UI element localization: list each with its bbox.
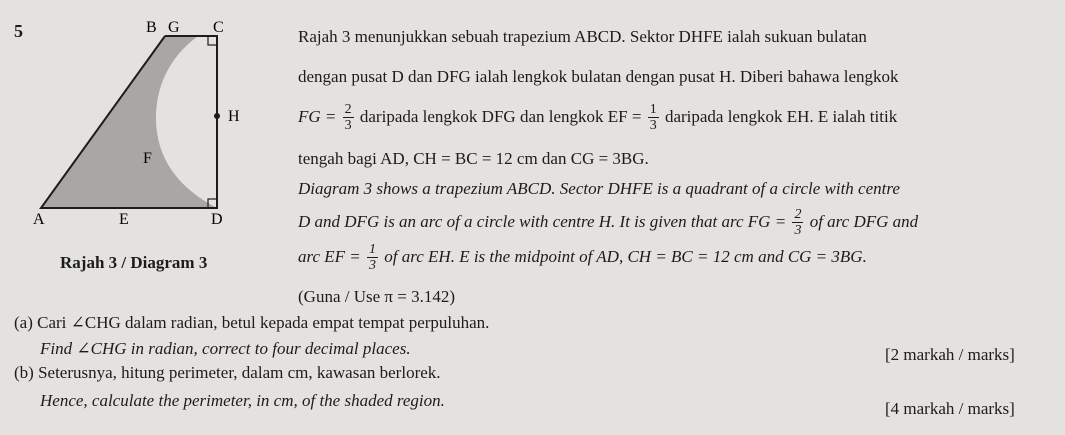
question-number: 5: [14, 21, 23, 41]
malay-line-4: tengah bagi AD, CH = BC = 12 cm dan CG = 3BG.: [298, 149, 649, 168]
part-b-malay: (b) Seterusnya, hitung perimeter, dalam cm, kawasan berlorek.: [14, 363, 441, 382]
english-line-3: arc EF = $\frac{1}{3}$ of arc EH. E is the midpoint of AD, CH = BC = 12 cm and CG = 3BG.: [298, 242, 867, 274]
label-d: D: [211, 211, 223, 228]
part-a-malay: (a) Cari ∠CHG dalam radian, betul kepada empat tempat perpuluhan.: [14, 313, 490, 332]
english-line-2: D and DFG is an arc of a circle with centre H. It is given that arc FG = $\frac{2}{3}$ of arc DFG and: [298, 207, 919, 239]
part-a-marks: [2 markah / marks]: [885, 345, 1015, 364]
malay-line-3: [298, 100, 897, 134]
label-c: C: [213, 19, 224, 36]
label-b: B: [146, 19, 157, 36]
shaded-region: [41, 36, 217, 208]
diagram-caption: Rajah 3 / Diagram 3: [60, 253, 208, 272]
label-a: A: [33, 211, 45, 228]
trapezium-diagram: [28, 18, 258, 248]
label-e: E: [119, 211, 129, 228]
fraction-one-third: $\frac{1}{3}$: [649, 102, 657, 134]
pi-note: (Guna / Use π = 3.142): [298, 287, 455, 306]
fraction-two-thirds-en: $\frac{2}{3}$: [794, 207, 802, 239]
malay-line-2: dengan pusat D dan DFG ialah lengkok bulatan dengan pusat H. Diberi bahawa lengkok: [298, 67, 899, 86]
fraction-two-thirds: $\frac{2}{3}$: [344, 102, 352, 134]
malay-line-3-mid: daripada lengkok DFG dan lengkok EF =: [359, 107, 642, 126]
label-f: F: [143, 150, 152, 167]
english-line-1: Diagram 3 shows a trapezium ABCD. Sector DHFE is a quadrant of a circle with centre: [298, 179, 900, 198]
fraction-one-third-en: $\frac{1}{3}$: [369, 242, 377, 274]
part-b-marks: [4 markah / marks]: [885, 399, 1015, 418]
part-a-english: Find ∠CHG in radian, correct to four decimal places.: [40, 339, 411, 358]
right-angle-c: [208, 36, 217, 45]
label-g: G: [168, 19, 180, 36]
label-h: H: [228, 108, 240, 125]
part-b-english: Hence, calculate the perimeter, in cm, of the shaded region.: [40, 391, 445, 410]
malay-line-3-end: daripada lengkok EH. E ialah titik: [664, 107, 898, 126]
point-h: [214, 113, 220, 119]
malay-line-1: Rajah 3 menunjukkan sebuah trapezium ABCD. Sektor DHFE ialah sukuan bulatan: [298, 27, 867, 46]
malay-fg-eq: FG =: [298, 107, 337, 126]
